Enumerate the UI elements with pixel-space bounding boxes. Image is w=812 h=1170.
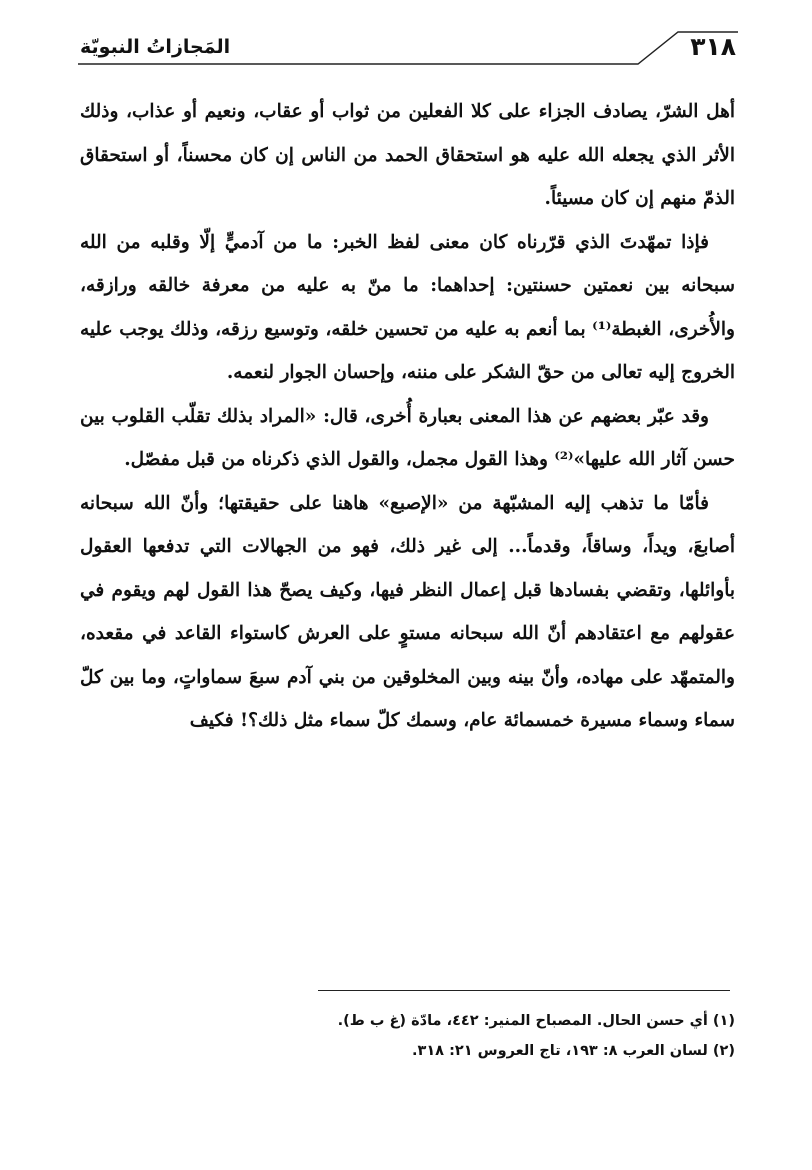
body-text: [80, 90, 735, 743]
running-title: المَجازاتُ النبويّة: [80, 36, 231, 58]
page-header: [78, 28, 738, 68]
page-number: ٣١٨: [690, 32, 736, 61]
paragraph: فأمّا ما تذهب إليه المشبّهة من «الإصبع» هاهنا على حقيقتها؛ وأنّ الله سبحانه أصابعَ، ويداً، وساقاً، وقدماً... إلى غير ذلك، فهو من الجهالات التي تدفعها العقول بأوائلها، وتقضي بفسادها قبل إعمال النظر فيها، وكيف يصحّ هذا القول لهم ويقوم في عقولهم مع اعتقادهم أنّ الله سبحانه مستوٍ على العرش كاستواء القاعد في مقعده، والمتمهّد على مهاده، وأنّ بينه وبين المخلوقين من بني آدم سبعَ سماواتٍ، وما بين كلّ سماء وسماء مسيرة خمسمائة عام، وسمك كلّ سماء مثل ذلك؟! فكيف: [80, 492, 735, 731]
paragraph: فإذا تمهّدتَ الذي قرّرناه كان معنى لفظ الخبر: ما من آدميٍّ إلّا وقلبه من الله سبحانه بين نعمتين حسنتين: إحداهما: ما منّ به عليه من معرفة خالقه ورازقه، والأُخرى، الغبطة⁽¹⁾ بما أنعم به عليه من تحسين خلقه، وتوسيع رزقه، وذلك يوجب عليه الخروج إليه تعالى من حقّ الشكر على مننه، وإحسان الجوار لنعمه.: [80, 231, 735, 383]
footnote: (١) أي حسن الحال. المصباح المنير: ٤٤٢، مادّة (غ ب ط).: [337, 1013, 735, 1029]
paragraph: وقد عبّر بعضهم عن هذا المعنى بعبارة أُخرى، قال: «المراد بذلك تقلّب القلوب بين حسن آثار الله عليها»⁽²⁾ وهذا القول مجمل، والقول الذي ذكرناه من قبل مفصّل.: [80, 405, 735, 470]
footnote: (٢) لسان العرب ٨: ١٩٣، تاج العروس ٢١: ٣١٨.: [411, 1043, 735, 1059]
footnotes: [80, 1006, 735, 1066]
paragraph: أهل الشرّ، يصادف الجزاء على كلا الفعلين من ثواب أو عقاب، ونعيم أو عذاب، وذلك الأثر الذي يجعله الله عليه هو استحقاق الحمد من الناس إن كان محسناً، أو استحقاق الذمّ منهم إن كان مسيئاً.: [80, 101, 735, 209]
footnote-separator: [318, 990, 730, 991]
